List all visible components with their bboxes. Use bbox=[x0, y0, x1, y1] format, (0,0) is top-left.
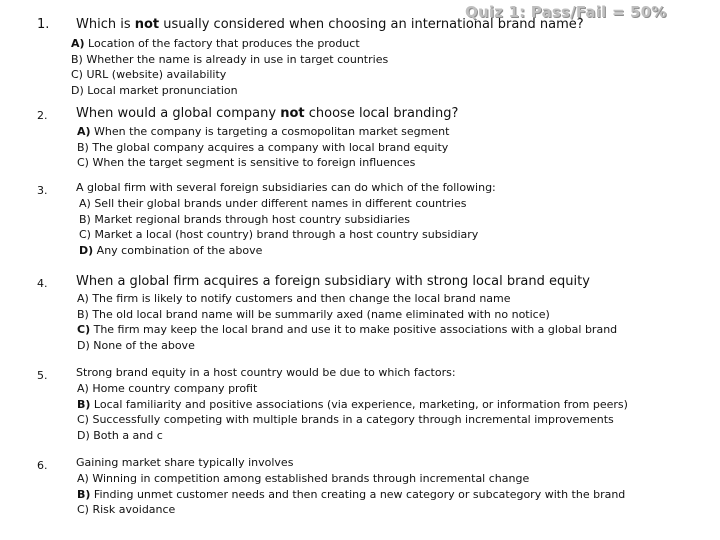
option-b: B) Finding unmet customer needs and then creating a new category or subcategory with the brand bbox=[77, 487, 626, 501]
option-c: C) Successfully competing with multiple brands in a category through incremental improvements bbox=[77, 413, 614, 426]
question-stem: A global firm with several foreign subsidiaries can do which of the following: bbox=[76, 181, 496, 194]
option-d: D) Any combination of the above bbox=[79, 243, 263, 257]
quiz-title: Quiz 1: Pass/Fail = 50% bbox=[465, 3, 667, 21]
option-d: D) Local market pronunciation bbox=[71, 83, 238, 97]
option-list bbox=[77, 381, 628, 443]
option-list bbox=[71, 36, 388, 98]
option-b: B) Local familiarity and positive associations (via experience, marketing, or information from peers) bbox=[77, 397, 628, 411]
question-stem: Which is not usually considered when choosing an international brand name? bbox=[76, 17, 584, 32]
option-list bbox=[77, 471, 625, 518]
question-stem: When would a global company not choose local branding? bbox=[76, 106, 459, 121]
option-b: B) Whether the name is already in use in target countries bbox=[71, 52, 389, 66]
option-a: A) Home country company profit bbox=[77, 382, 258, 395]
option-c: C) Risk avoidance bbox=[77, 503, 176, 516]
option-b: B) The old local brand name will be summarily axed (name eliminated with no notice) bbox=[77, 307, 550, 321]
option-d: D) Both a and c bbox=[77, 428, 163, 442]
option-c: C) Market a local (host country) brand through a host country subsidiary bbox=[79, 228, 479, 241]
option-c: C) When the target segment is sensitive to foreign influences bbox=[77, 156, 416, 169]
question-number: 2. bbox=[37, 109, 48, 122]
question-number: 3. bbox=[37, 184, 48, 197]
option-a: A) Sell their global brands under different names in different countries bbox=[79, 197, 467, 210]
option-a: A) Location of the factory that produces the product bbox=[71, 37, 360, 50]
question-stem: When a global firm acquires a foreign subsidiary with strong local brand equity bbox=[76, 274, 590, 289]
question-number: 1. bbox=[37, 17, 50, 32]
option-c: C) URL (website) availability bbox=[71, 68, 227, 81]
option-list bbox=[77, 124, 449, 171]
option-list bbox=[77, 291, 617, 353]
emphasis-not: not bbox=[134, 17, 160, 32]
emphasis-not: not bbox=[280, 106, 305, 121]
option-c: C) The firm may keep the local brand and use it to make positive associations with a global brand bbox=[77, 323, 618, 336]
question-stem: Gaining market share typically involves bbox=[76, 456, 294, 469]
option-list bbox=[79, 196, 478, 258]
question-number: 4. bbox=[37, 277, 48, 290]
question-stem: Strong brand equity in a host country would be due to which factors: bbox=[76, 366, 456, 379]
option-b: B) The global company acquires a company with local brand equity bbox=[77, 140, 449, 154]
option-d: D) None of the above bbox=[77, 338, 195, 352]
question-number: 6. bbox=[37, 459, 48, 472]
question-number: 5. bbox=[37, 369, 48, 382]
option-a: A) When the company is targeting a cosmopolitan market segment bbox=[77, 125, 450, 138]
option-a: A) Winning in competition among established brands through incremental change bbox=[77, 472, 530, 485]
option-b: B) Market regional brands through host country subsidiaries bbox=[79, 212, 411, 226]
option-a: A) The firm is likely to notify customers and then change the local brand name bbox=[77, 292, 511, 305]
